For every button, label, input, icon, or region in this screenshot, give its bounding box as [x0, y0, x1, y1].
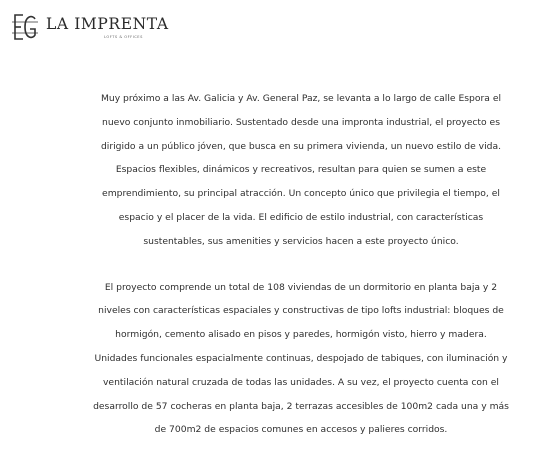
- paragraph-location: Muy próximo a las Av. Galicia y Av. General Paz, se levanta a lo largo de calle Espora el nuevo conjunto inmobiliario. Sustentado desde una impronta industrial, el proyecto es dirigido a un público jóven, que busca en su primera vivienda, un nuevo estilo de vida.: [100, 93, 502, 152]
- project-description: [88, 87, 514, 442]
- paragraph-spacer: [88, 254, 514, 276]
- paragraph-lifestyle: Espacios flexibles, dinámicos y recreativos, resultan para quien se sumen a este emprendimiento, su principal atracción. Un concepto único que privilegia el tiempo, el espacio y el placer de la vida. El edificio de estilo industrial, con características sustentables, sus amenities y servicios hacen a este proyecto único.: [102, 164, 500, 247]
- brand[interactable]: [46, 12, 169, 39]
- site-header: [10, 12, 169, 42]
- paragraph-units: El proyecto comprende un total de 108 viviendas de un dormitorio en planta baja y 2 niveles con características espaciales y constructivas de tipo lofts industrial: bloques de hormigón, cemento alisado en pisos y paredes, hormigón visto, hierro y madera.: [98, 281, 504, 341]
- eg-monogram-icon[interactable]: [10, 12, 40, 42]
- brand-name: LA IMPRENTA: [46, 15, 169, 33]
- paragraph-features: Unidades funcionales espacialmente continuas, despojado de tabiques, con iluminación y ventilación natural cruzada de todas las unidades. A su vez, el proyecto cuenta con el desarrollo de 57 cocheras en planta baja, 2 terrazas accesibles de 100m2 cada una y más de 700m2 de espacios comunes en accesos y palieres corridos.: [93, 352, 509, 436]
- brand-subtitle: LOFTS & OFFICES: [104, 35, 143, 39]
